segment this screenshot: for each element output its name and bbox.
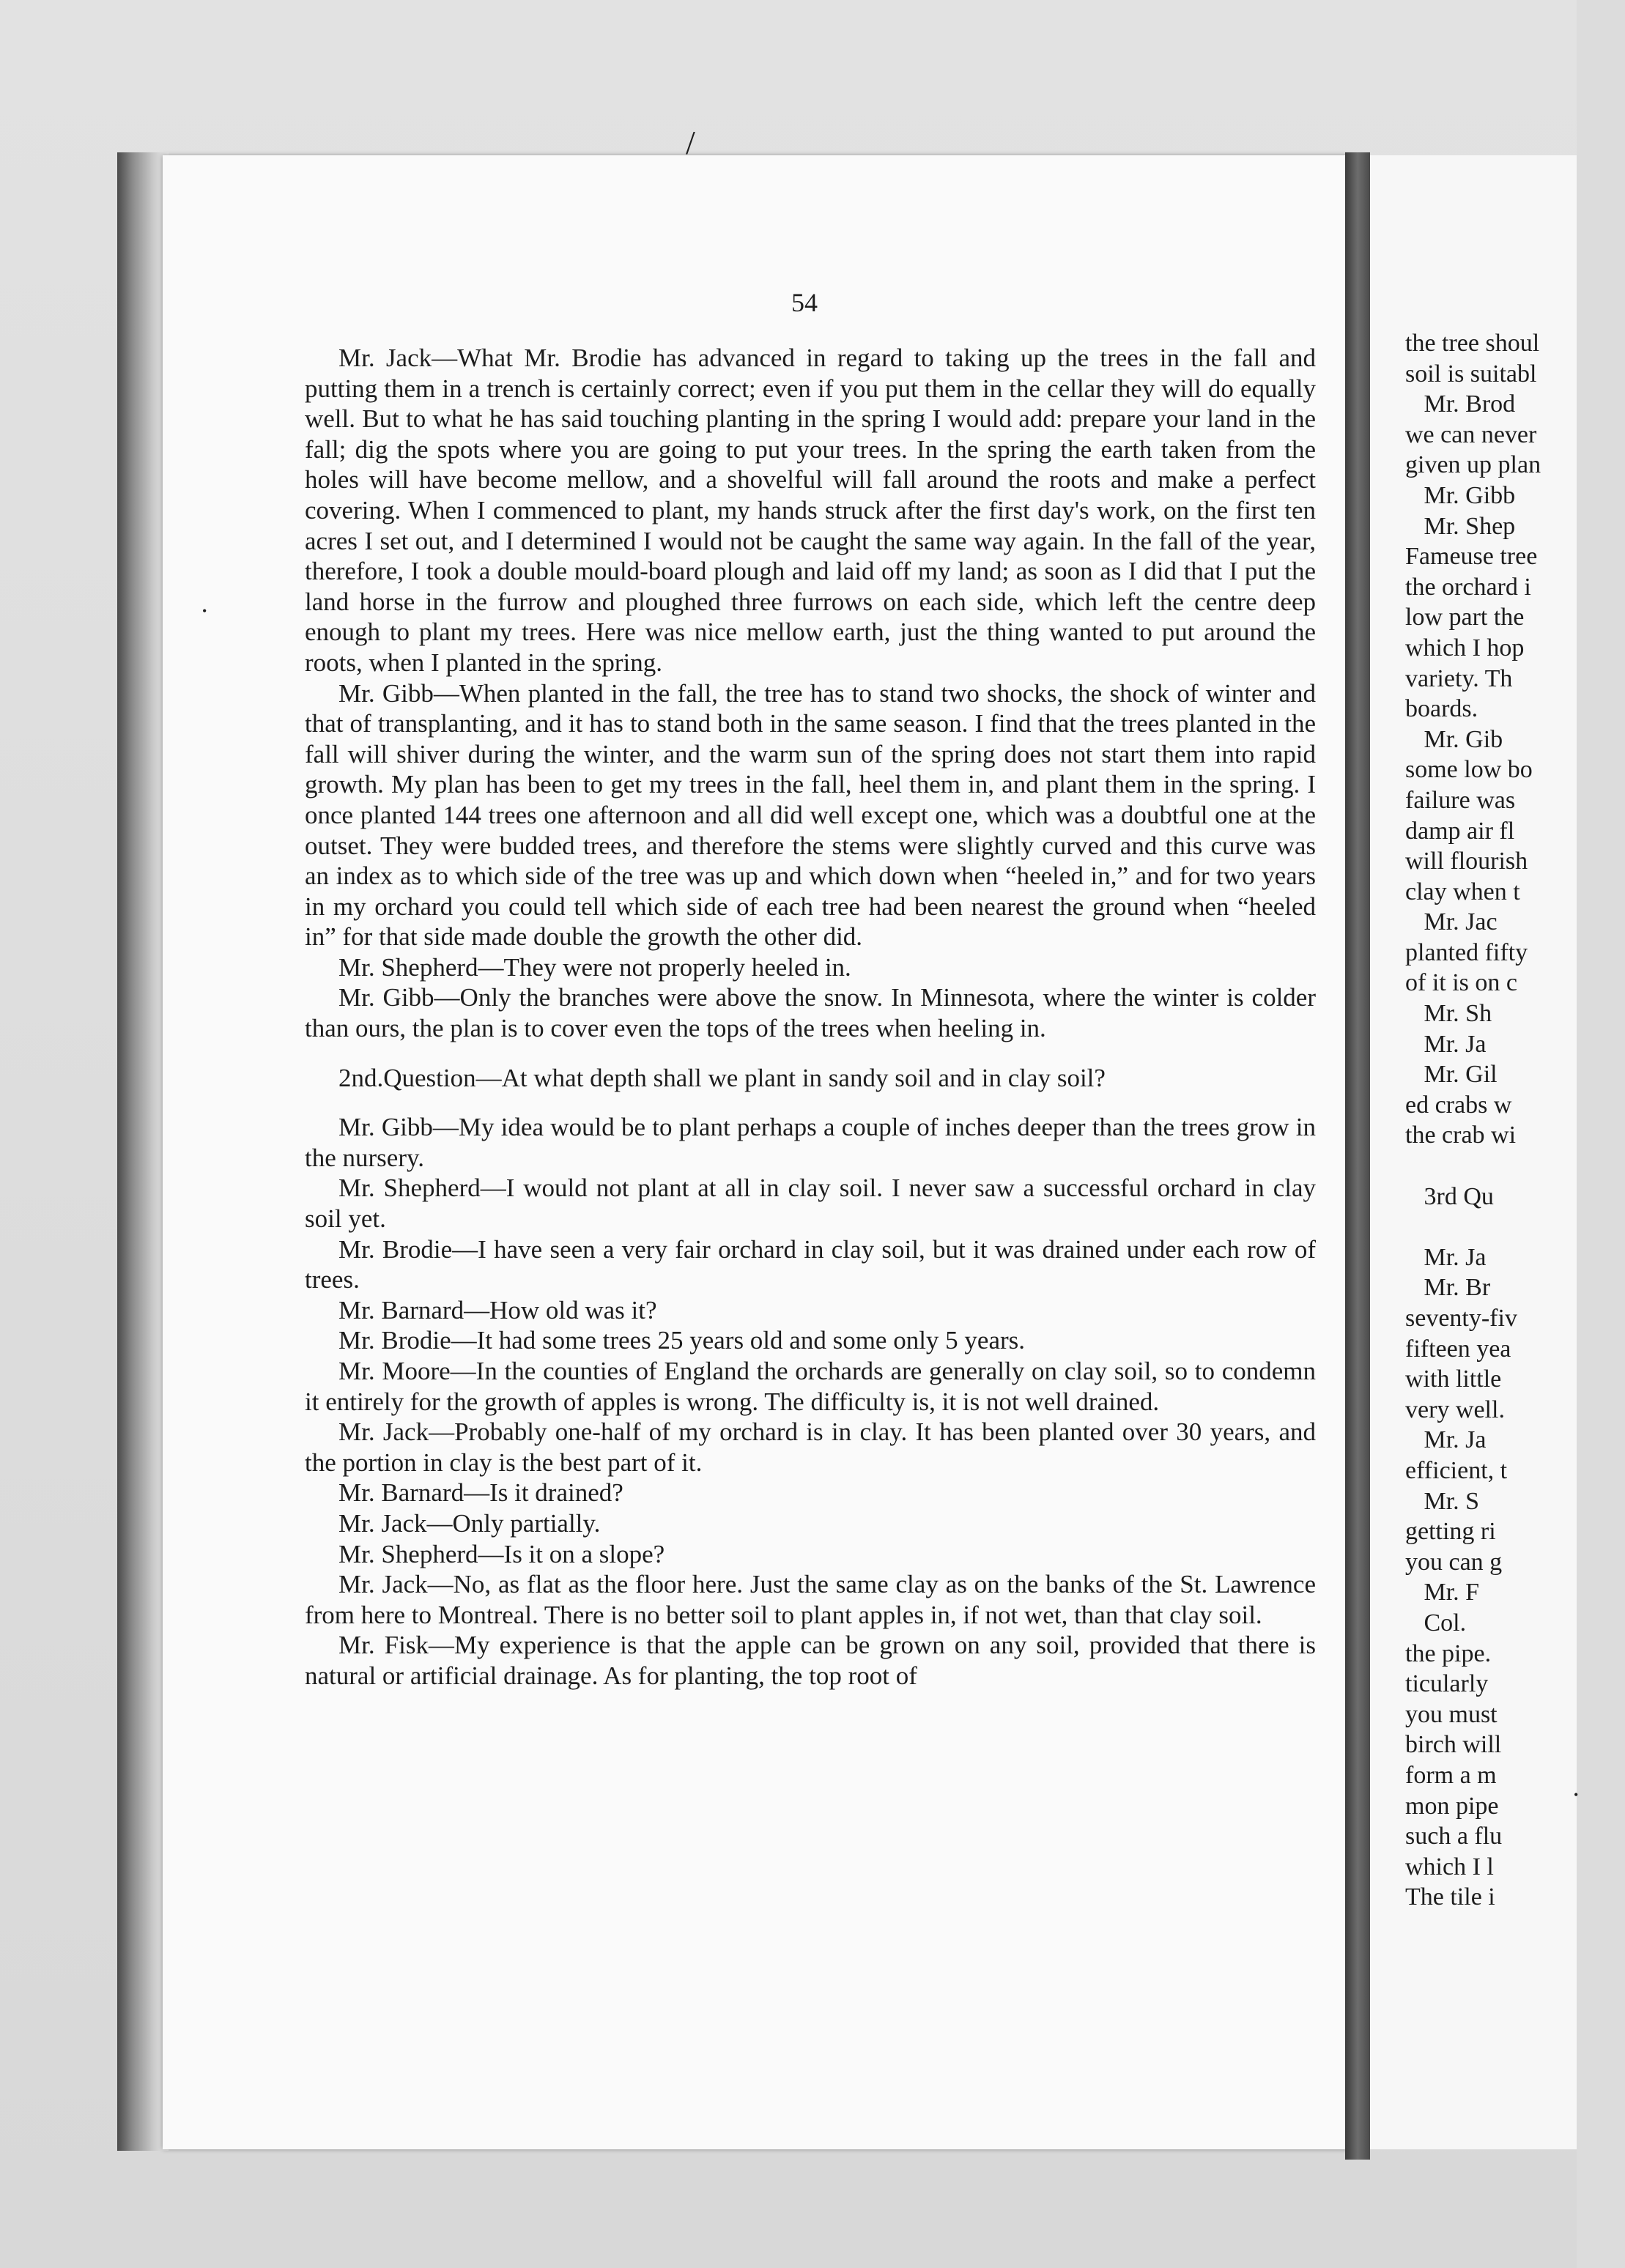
paragraph: Mr. Barnard—How old was it? [338,1295,657,1324]
facing-page-line: with little [1405,1365,1502,1393]
paragraph: Mr. Shepherd—Is it on a slope? [338,1539,665,1568]
facing-page-line: ed crabs w [1405,1091,1512,1119]
facing-page-line: the tree shoul [1405,330,1540,357]
paragraph: Mr. Fisk—My experience is that the apple can be grown on any soil, provided that there is natural or artificial drainage. As for planting, the top root of [305,1631,1316,1690]
facing-page-line: Mr. Brod [1405,390,1516,418]
paragraph: Mr. Jack—Only partially. [338,1508,601,1538]
facing-page-line: the orchard i [1405,573,1531,601]
paragraph: Mr. Brodie—It had some trees 25 years old and some only 5 years. [338,1326,1026,1355]
facing-page-line: soil is suitabl [1405,360,1537,388]
book-page-edge [117,152,169,2151]
paragraph: Mr. Moore—In the counties of England the orchards are generally on clay soil, so to condemn it entirely for the growth of apples is wrong. The difficulty is, it is not well drained. [305,1357,1316,1416]
paragraph: Mr. Gibb—My idea would be to plant perhaps a couple of inches deeper than the trees grow in the nursery. [305,1113,1316,1172]
facing-page-line: damp air fl [1405,817,1515,845]
facing-page-line: Mr. Sh [1405,1000,1492,1028]
facing-page-line: failure was [1405,786,1516,814]
facing-page-line: birch will [1405,1731,1502,1759]
facing-page-line: mon pipe [1405,1792,1499,1820]
facing-page-line: given up plan [1405,451,1541,479]
facing-page-line: clay when t [1405,878,1520,905]
facing-page-line: we can never [1405,420,1537,448]
facing-page-line: Mr. F [1405,1579,1480,1606]
facing-page-line: Fameuse tree [1405,543,1538,571]
facing-page-line: Mr. Jac [1405,908,1498,936]
facing-page-line: Mr. Shep [1405,512,1516,540]
facing-page-line: 3rd Qu [1405,1182,1494,1210]
facing-page-line [1405,1212,1625,1242]
facing-page-line: getting ri [1405,1518,1496,1546]
book-gutter [1345,152,1370,2160]
facing-page-line: very well. [1405,1396,1505,1423]
scan-mark: • [1574,1787,1579,1802]
paragraph: Mr. Jack—Probably one-half of my orchard is in clay. It has been planted over 30 years, and the portion in clay is the best part of it. [305,1418,1316,1477]
facing-page-text [1405,328,1625,1913]
facing-page-line: form a m [1405,1761,1497,1789]
facing-page-line: Mr. Gibb [1405,481,1516,509]
page-number: 54 [791,288,818,317]
paragraph: Mr. Gibb—When planted in the fall, the tree has to stand two shocks, the shock of winter and that of transplanting, and it has to stand both in the same season. I find that the trees planted in the fall will shiver during the winter, and the warm sun of the spring does not start them into rapid growth. My plan has been to get my trees in the fall, heel them in, and plant them in the spring. I once planted 144 trees one afternoon and all did well except one, which was a doubtful one at the outset. They were budded trees, and therefore the stems were slightly curved and this curve was an index as to which side of the tree was up and which down when “heeled in,” and for two years in my orchard you could tell which side of each tree had been nearest the ground when “heeled in” for that side made double the growth the other did. [305,678,1316,952]
facing-page-line: you must [1405,1700,1498,1728]
facing-page-line: seventy-fiv [1405,1305,1517,1332]
facing-page-line: ticularly [1405,1670,1489,1698]
facing-page-line: Mr. Gil [1405,1061,1498,1089]
scan-mark: / [686,124,695,161]
facing-page-line: Col. [1405,1609,1467,1637]
facing-page-line: variety. Th [1405,664,1513,692]
facing-page-line: the crab wi [1405,1122,1517,1149]
facing-page-line: Mr. Gib [1405,725,1503,753]
facing-page-line: The tile i [1405,1883,1495,1911]
facing-page-line: such a flu [1405,1823,1503,1850]
facing-page-line: will flourish [1405,848,1528,875]
facing-page-line: Mr. Ja [1405,1243,1487,1271]
facing-page-line: fifteen yea [1405,1335,1511,1363]
facing-page-line: some low bo [1405,756,1533,784]
facing-page-line [1405,1151,1625,1182]
facing-page-line: planted fifty [1405,938,1528,966]
question-heading: 2nd.Question—At what depth shall we plant in sandy soil and in clay soil? [338,1063,1106,1092]
facing-page-line: which I l [1405,1853,1494,1880]
facing-page-line: Mr. Ja [1405,1426,1487,1454]
facing-page-line: Mr. Br [1405,1274,1491,1302]
facing-page-line: Mr. S [1405,1487,1480,1515]
facing-page-line: the pipe. [1405,1639,1492,1667]
facing-page-line: Mr. Ja [1405,1030,1487,1058]
facing-page-line: efficient, t [1405,1456,1508,1484]
facing-page-line: which I hop [1405,634,1525,662]
facing-page-line: low part the [1405,604,1525,631]
paragraph: Mr. Brodie—I have seen a very fair orchard in clay soil, but it was drained under each row of trees. [305,1234,1316,1294]
paragraph: Mr. Jack—What Mr. Brodie has advanced in regard to taking up the trees in the fall and putting them in a trench is certainly correct; even if you put them in the cellar they will do equally well. But to what he has said touching planting in the spring I would add: prepare your land in the fall; dig the spots where you are going to put your trees. In the spring the earth taken from the holes will have become mellow, and a shovelful will fall around the roots and make a perfect covering. When I commenced to plant, my hands struck after the first day's work, on the first ten acres I set out, and I determined I would not be caught the same way again. In the fall of the year, therefore, I took a double mould-board plough and laid off my land; as soon as I did that I put the land horse in the furrow and ploughed three furrows on each side, which left the centre deep enough to plant my trees. Here was nice mellow earth, just the thing wanted to put around the roots, when I planted in the spring. [305,344,1316,677]
paragraph: Mr. Jack—No, as flat as the floor here. Just the same clay as on the banks of the St. Lawrence from here to Montreal. There is no better soil to plant apples in, if not wet, than that clay soil. [305,1570,1316,1629]
paragraph: Mr. Barnard—Is it drained? [338,1478,623,1508]
paragraph: Mr. Shepherd—They were not properly heeled in. [338,952,851,982]
facing-page-line: you can g [1405,1548,1503,1576]
facing-page-line: boards. [1405,695,1478,723]
facing-page-line: of it is on c [1405,969,1517,997]
paragraph: Mr. Gibb—Only the branches were above the snow. In Minnesota, where the winter is colder than ours, the plan is to cover even the tops of the trees when heeling in. [305,983,1316,1043]
scan-mark: • [202,604,207,618]
page-body [305,343,1316,1691]
paragraph: Mr. Shepherd—I would not plant at all in clay soil. I never saw a successful orchard in clay soil yet. [305,1174,1316,1234]
